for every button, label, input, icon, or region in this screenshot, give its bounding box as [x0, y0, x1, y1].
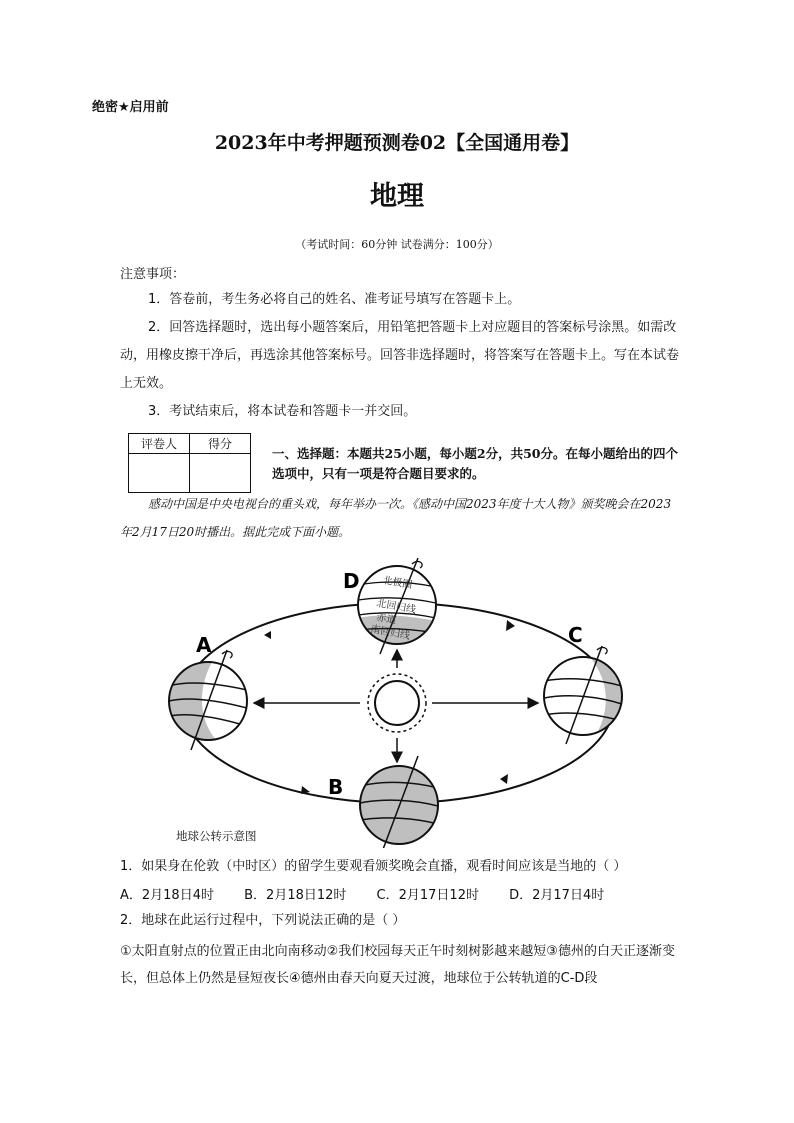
orbit-arrow-bottom-left: [301, 786, 310, 794]
exam-title: 2023年中考押题预测卷02【全国通用卷】: [214, 132, 580, 154]
globe-a: [169, 650, 247, 750]
question-1-option-c[interactable]: C．2月17日12时: [376, 888, 479, 903]
subject-title: 地理: [370, 181, 424, 212]
label-d: D: [343, 569, 360, 593]
score-table-cell-score: [190, 454, 251, 493]
note-item-1: 1．答卷前，考生务必将自己的姓名、准考证号填写在答题卡上。: [148, 292, 521, 307]
score-table: [128, 433, 251, 493]
question-1-stem: 1．如果身在伦敦（中时区）的留学生要观看颁奖晚会直播，观看时间应该是当地的（ ）: [120, 859, 627, 874]
sun-icon: [368, 674, 426, 732]
orbit-arrow-top-right: [506, 620, 515, 631]
globe-text-tropic-cancer: 北回归线: [375, 598, 417, 616]
label-c: C: [568, 623, 583, 647]
question-1-option-b[interactable]: B．2月18日12时: [244, 888, 347, 903]
section-heading: 一、选择题：本题共25小题，每小题2分，共50分。在每小题给出的四个选项中，只有一项是符合题目要求的。: [272, 446, 678, 481]
globe-text-equator: 赤道: [375, 612, 398, 627]
question-2-statements: ①太阳直射点的位置正由北向南移动②我们校园每天正午时刻树影越来越短③德州的白天正逐渐变长，但总体上仍然是昼短夜长④德州由春天向夏天过渡，地球位于公转轨道的C-D段: [120, 944, 675, 986]
globe-text-tropic-capricorn: 南回归线: [369, 624, 411, 642]
notes-heading: 注意事项：: [120, 267, 186, 282]
globe-d: [358, 558, 436, 654]
question-1-option-a[interactable]: A．2月18日4时: [120, 888, 214, 903]
orbit-arrow-top-left: [264, 631, 271, 639]
label-a: A: [196, 633, 212, 657]
exam-info: （考试时间：60分钟 试卷满分：100分）: [295, 238, 499, 251]
globe-c: [544, 646, 622, 744]
note-item-3: 3．考试结束后，将本试卷和答题卡一并交回。: [148, 404, 417, 419]
diagram-caption: 地球公转示意图: [176, 829, 257, 843]
globe-b: [360, 756, 438, 848]
earth-revolution-diagram: [150, 558, 640, 848]
orbit-arrow-bottom-right: [500, 774, 508, 784]
score-table-header-score: 得分: [190, 434, 251, 454]
secret-label: 绝密★启用前: [92, 100, 169, 115]
globe-text-arctic: 北极圈: [381, 575, 413, 592]
label-b: B: [328, 775, 344, 799]
section-intro: 感动中国是中央电视台的重头戏，每年举办一次。《感动中国2023年度十大人物》颁奖晚会在2023年2月17日20时播出。据此完成下面小题。: [120, 497, 672, 539]
score-table-cell-grader: [129, 454, 190, 493]
question-1-options: [120, 884, 700, 903]
score-table-header-grader: 评卷人: [129, 434, 190, 454]
question-2-stem: 2．地球在此运行过程中，下列说法正确的是（ ）: [120, 913, 406, 928]
question-1-option-d[interactable]: D．2月17日4时: [509, 888, 605, 903]
note-item-2: 2．回答选择题时，选出每小题答案后，用铅笔把答题卡上对应题目的答案标号涂黑。如需改动，用橡皮擦干净后，再选涂其他答案标号。回答非选择题时，将答案写在答题卡上。写在本试卷上无效。: [120, 320, 680, 391]
